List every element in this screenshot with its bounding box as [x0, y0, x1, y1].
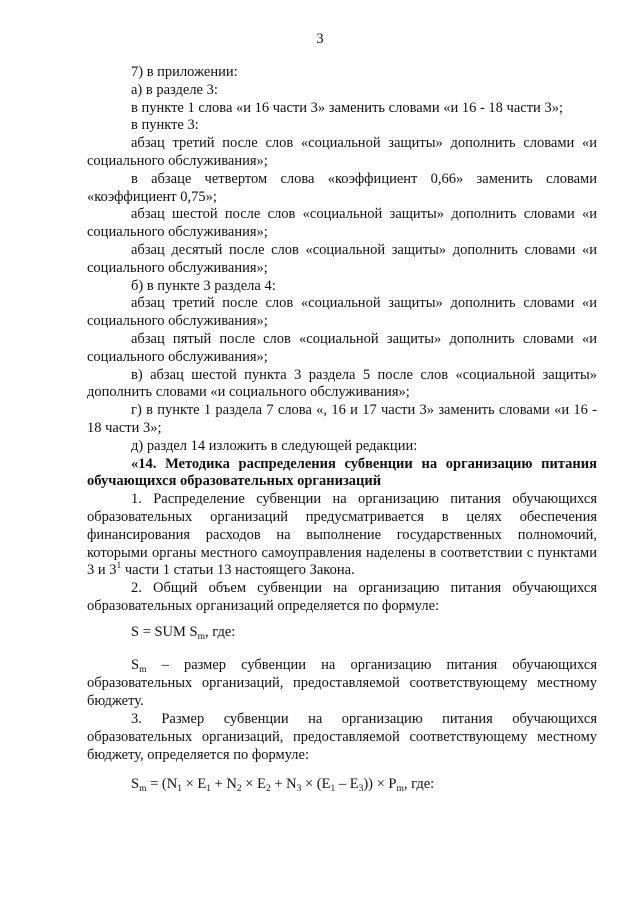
paragraph-third: абзац третий после слов «социальной защиты» дополнить словами «и социального обслуживания»; [87, 135, 597, 169]
f2-p-sub: m [396, 784, 404, 794]
document-body [87, 64, 597, 616]
sdef-text: – размер субвенции на организацию питания обучающихся образовательных организаций, предоставляемой соответствующему местному бюджету. [87, 657, 597, 709]
item-b-paragraph-third: абзац третий после слов «социальной защиты» дополнить словами «и социального обслуживания»; [87, 295, 597, 330]
section-14-heading: «14. Методика распределения субвенции на организацию питания обучающихся образовательных организаций [87, 455, 597, 490]
f2-eq: = (N [146, 776, 178, 792]
f2-x1: × E [181, 776, 207, 792]
sm-definition [87, 657, 597, 710]
f2-e1-sub: 1 [206, 784, 211, 794]
item-g: г) в пункте 1 раздела 7 слова «, 16 и 17 части 3» заменить словами «и 16 - 18 части 3»; [87, 402, 597, 436]
formula1-tail: , где: [205, 624, 236, 640]
paragraph-3-text: 3. Размер субвенции на организацию питания обучающихся образовательных организаций, предоставляемой соответствующему местному бюджету, определяется по формуле: [87, 711, 597, 763]
f2-s: S [131, 776, 140, 792]
item-v: в) абзац шестой пункта 3 раздела 5 после слов «социальной защиты» дополнить словами «и социального обслуживания»; [87, 366, 597, 401]
paragraph-sixth: абзац шестой после слов «социальной защиты» дополнить словами «и социального обслуживания»; [87, 206, 597, 241]
sdef-symbol-sub: m [139, 665, 147, 675]
f2-plus1: + N [211, 776, 237, 792]
f2-e1b-sub: 1 [330, 784, 336, 794]
f2-e2-sub: 2 [265, 784, 271, 794]
f2-plus2: + N [270, 776, 297, 792]
f2-x2: × E [241, 776, 266, 792]
item-a-point-1: в пункте 1 слова «и 16 части 3» заменить словами «и 16 - 18 части 3»; [131, 99, 563, 116]
f2-minus: – E [335, 776, 359, 792]
formula1-lhs: S = SUM S [131, 624, 198, 640]
f2-n1-sub: 1 [177, 784, 182, 794]
f2-n3-sub: 3 [296, 784, 302, 794]
item-a: а) в разделе 3: [131, 81, 218, 98]
paragraph-1-superscript: 1 [116, 561, 122, 572]
paragraph-1-text: 1. Распределение субвенции на организацию питания обучающихся образовательных организаций предусматривается в целях обеспечения финансирования расходов на выполнение государственных полномочий, которыми органы местного самоуправления наделены в соответствии с пунктами 3 и 3 [87, 491, 597, 579]
f2-tail: , где: [403, 776, 435, 792]
item-7: 7) в приложении: [131, 64, 238, 80]
item-d: д) раздел 14 изложить в следующей редакции: [131, 437, 418, 454]
f2-s-sub: m [139, 784, 147, 794]
f2-close: )) × P [363, 776, 397, 792]
item-b: б) в пункте 3 раздела 4: [131, 277, 276, 294]
paragraph-1-tail: части 1 статьи 13 настоящего Закона. [121, 562, 355, 579]
f2-e3-sub: 3 [358, 784, 364, 794]
section-14-paragraph-1 [87, 491, 597, 580]
sdef-symbol: S [131, 657, 140, 673]
paragraph-tenth: абзац десятый после слов «социальной защиты» дополнить словами «и социального обслуживания»; [87, 241, 597, 276]
f2-x3: × (E [301, 776, 331, 792]
f2-n2-sub: 2 [236, 784, 242, 794]
item-a-point-3: в пункте 3: [131, 117, 199, 134]
section-14-paragraph-3 [87, 711, 597, 764]
formula-local-subvention [131, 775, 434, 793]
formula-total-subvention [131, 623, 235, 641]
item-b-paragraph-fifth: абзац пятый после слов «социальной защиты» дополнить словами «и социального обслуживания»; [87, 330, 597, 365]
section-14-paragraph-2: 2. Общий объем субвенции на организацию питания обучающихся образовательных организаций определяется по формуле: [87, 580, 597, 614]
page-number: 3 [316, 31, 324, 47]
paragraph-fourth: в абзаце четвертом слова «коэффициент 0,66» заменить словами «коэффициент 0,75»; [87, 170, 597, 205]
formula1-lhs-sub: m [197, 632, 205, 642]
